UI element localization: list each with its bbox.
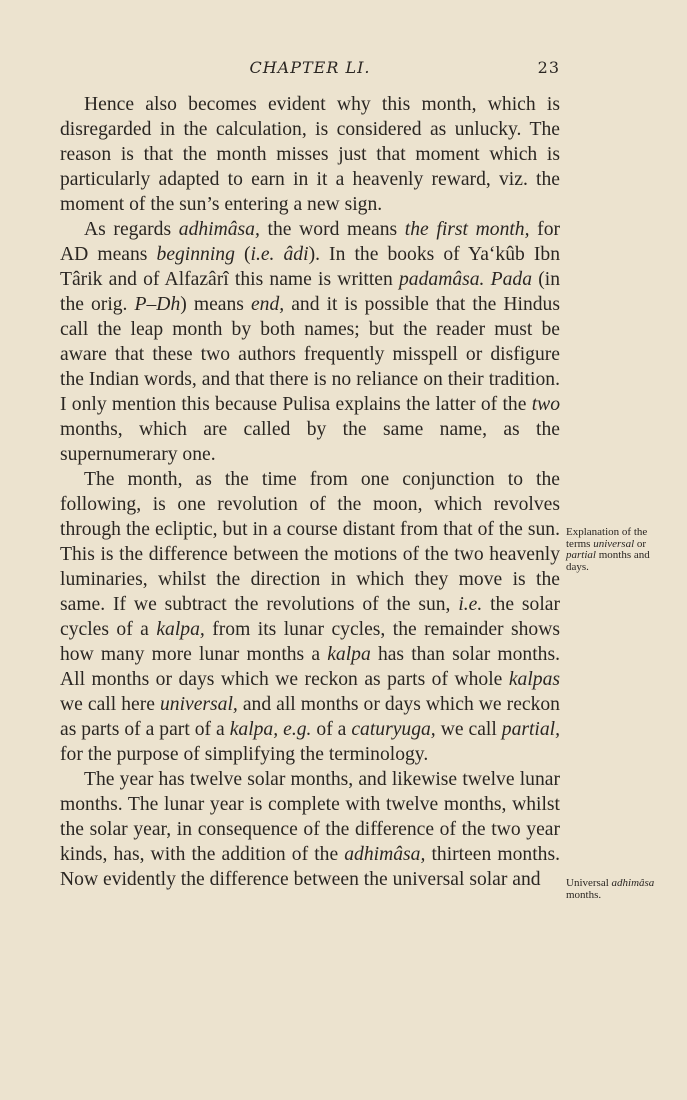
italic-text: the first month, [404,219,530,240]
italic-text: P–Dh [134,294,181,315]
text-run: of a [311,719,352,740]
italic-text: kalpas [508,669,560,690]
italic-text: kalpa, [156,619,205,640]
italic-text: adhimâsa, [344,844,426,865]
text-run: The year has twelve solar months, and likewise twelve lunar months. The lunar year is complete with twelve months, whilst the solar year, in consequence of the difference of the two year kinds, has, with the addition of the [60,769,560,865]
text-run: and it is possible that the Hindus call the leap month by both names; but the reader must be aware that these two authors frequently misspell or disfigure the Indian words, and that there is no reliance on their tradition. I only mention this because Pulisa explains the latter of the [60,294,560,415]
text-run: months, which are called by the same name, as the supernumerary one. [60,419,560,465]
text-run: (in the orig. [60,269,560,315]
italic-text: adhimâsa [611,877,655,889]
text-run: Explanation of the terms [566,526,648,550]
text-run: The month, as the time from one conjunction to the following, is one revolution of the moon, which revolves through the ecliptic, but in a course distant from that of the sun. This is the difference between the motions of the two heavenly luminaries, whilst the direction in which they move is the same. If we subtract the revolutions of the sun, [60,469,560,615]
italic-text: partial [566,549,596,561]
text-run: ). In the books of Ya‘kûb Ibn Târik and of Alfazârî this name is written [60,244,561,290]
margin-note-terms [566,527,656,573]
page-number: 23 [537,58,560,77]
italic-text: partial, [501,719,561,740]
text-run: or [634,537,647,550]
italic-text: kalpa [327,644,371,665]
running-head [60,58,560,82]
text-run: the solar cycles of a [60,594,560,640]
text-run: months and days. [566,549,650,573]
margin-note-adhimasa [566,878,656,901]
italic-text: e.g. [283,719,312,740]
text-run: has than solar months. All months or days which we reckon as parts of whole [60,644,560,690]
paragraph [60,467,560,767]
text-run: thirteen months. Now evidently the difference between the universal solar and [60,844,560,890]
italic-text: two [531,394,560,415]
italic-text: i.e. [458,594,483,615]
italic-text: universal [593,537,635,550]
text-run: the word means [259,219,405,240]
body-text [60,92,560,892]
text-run: ( [234,244,251,265]
text-run: we call here [60,694,160,715]
italic-text: adhimâsa, [178,219,260,240]
italic-text: universal, [159,694,238,715]
chapter-title: CHAPTER LI. [249,58,371,77]
text-run: for the purpose of simplifying the terminology. [60,744,429,765]
italic-text: i.e. âdi [250,244,309,265]
italic-text: caturyuga, [351,719,436,740]
text-run: for AD means [60,219,561,265]
italic-text: kalpa, [229,719,279,740]
italic-text: end, [250,294,285,315]
text-run: we call [435,719,502,740]
text-run: months. [566,888,602,901]
paragraph [60,767,560,892]
text-run: from its lunar cycles, the remainder shows how many more lunar months a [60,619,561,665]
paragraph [60,92,560,217]
italic-text: beginning [156,244,235,265]
text-run: ) means [180,294,251,315]
italic-text: Pada [490,269,533,290]
text-run: Universal [566,877,612,889]
paragraph [60,217,560,467]
text-run: Hence also becomes evident why this month, which is disregarded in the calculation, is considered as unlucky. The reason is that the month misses just that moment which is particularly adapted to earn in it a heavenly reward, viz. the moment of the sun’s entering a new sign. [60,94,560,215]
italic-text: padamâsa. [399,269,485,290]
text-run: and all months or days which we reckon as parts of a part of a [60,694,560,740]
text-run: As regards [84,219,179,240]
